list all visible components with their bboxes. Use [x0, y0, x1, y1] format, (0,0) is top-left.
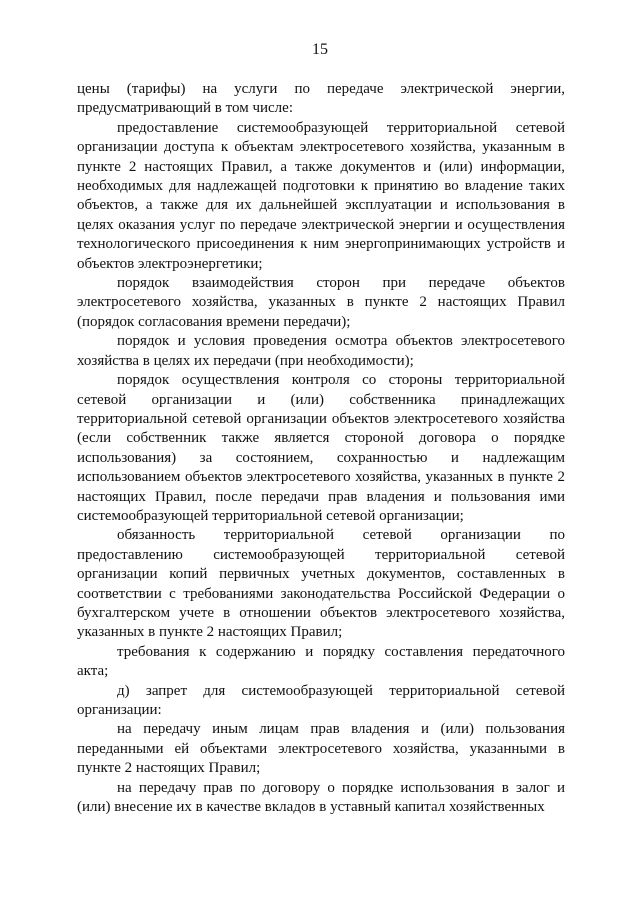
- page-number: 15: [312, 41, 328, 58]
- paragraph: на передачу прав по договору о порядке использования в залог и (или) внесение их в качестве вкладов в уставный капитал хозяйственных: [77, 779, 565, 816]
- paragraph: обязанность территориальной сетевой организации по предоставлению системообразующей территориальной сетевой организации копий первичных учетных документов, составленных в соответствии с требованиями законодательства Российской Федерации о бухгалтерском учете в отношении объектов электросетевого хозяйства, указанных в пункте 2 настоящих Правил;: [77, 527, 565, 641]
- paragraph: порядок взаимодействия сторон при передаче объектов электросетевого хозяйства, указанных в пункте 2 настоящих Правил (порядок согласования времени передачи);: [77, 275, 565, 330]
- paragraph: д) запрет для системообразующей территориальной сетевой организации:: [77, 682, 565, 718]
- paragraph: на передачу иным лицам прав владения и (или) пользования переданными ей объектами электросетевого хозяйства, указанными в пункте 2 настоящих Правил;: [77, 721, 565, 777]
- document-body: [77, 80, 565, 817]
- paragraph: предоставление системообразующей территориальной сетевой организации доступа к объектам электросетевого хозяйства, указанным в пункте 2 настоящих Правил, а также документов и (или) информации, необходимых для надлежащей подготовки к принятию во владение таких объектов, а также для их дальнейшей эксплуатации и использования в целях оказания услуг по передаче электрической энергии и осуществления технологического присоединения к ним энергопринимающих устройств и объектов электроэнергетики;: [77, 119, 565, 272]
- paragraph: порядок осуществления контроля со стороны территориальной сетевой организации и (или) собственника принадлежащих территориальной сетевой организации объектов электросетевого хозяйства (если собственник также является стороной договора о порядке использования) за состоянием, сохранностью и надлежащим использованием объектов электросетевого хозяйства, указанных в пункте 2 настоящих Правил, после передачи прав владения и пользования ими системообразующей территориальной сетевой организации;: [77, 372, 565, 524]
- paragraph: порядок и условия проведения осмотра объектов электросетевого хозяйства в целях их передачи (при необходимости);: [77, 333, 565, 369]
- paragraph: цены (тарифы) на услуги по передаче электрической энергии, предусматривающий в том числе:: [77, 81, 565, 117]
- paragraph: требования к содержанию и порядку составления передаточного акта;: [77, 643, 565, 680]
